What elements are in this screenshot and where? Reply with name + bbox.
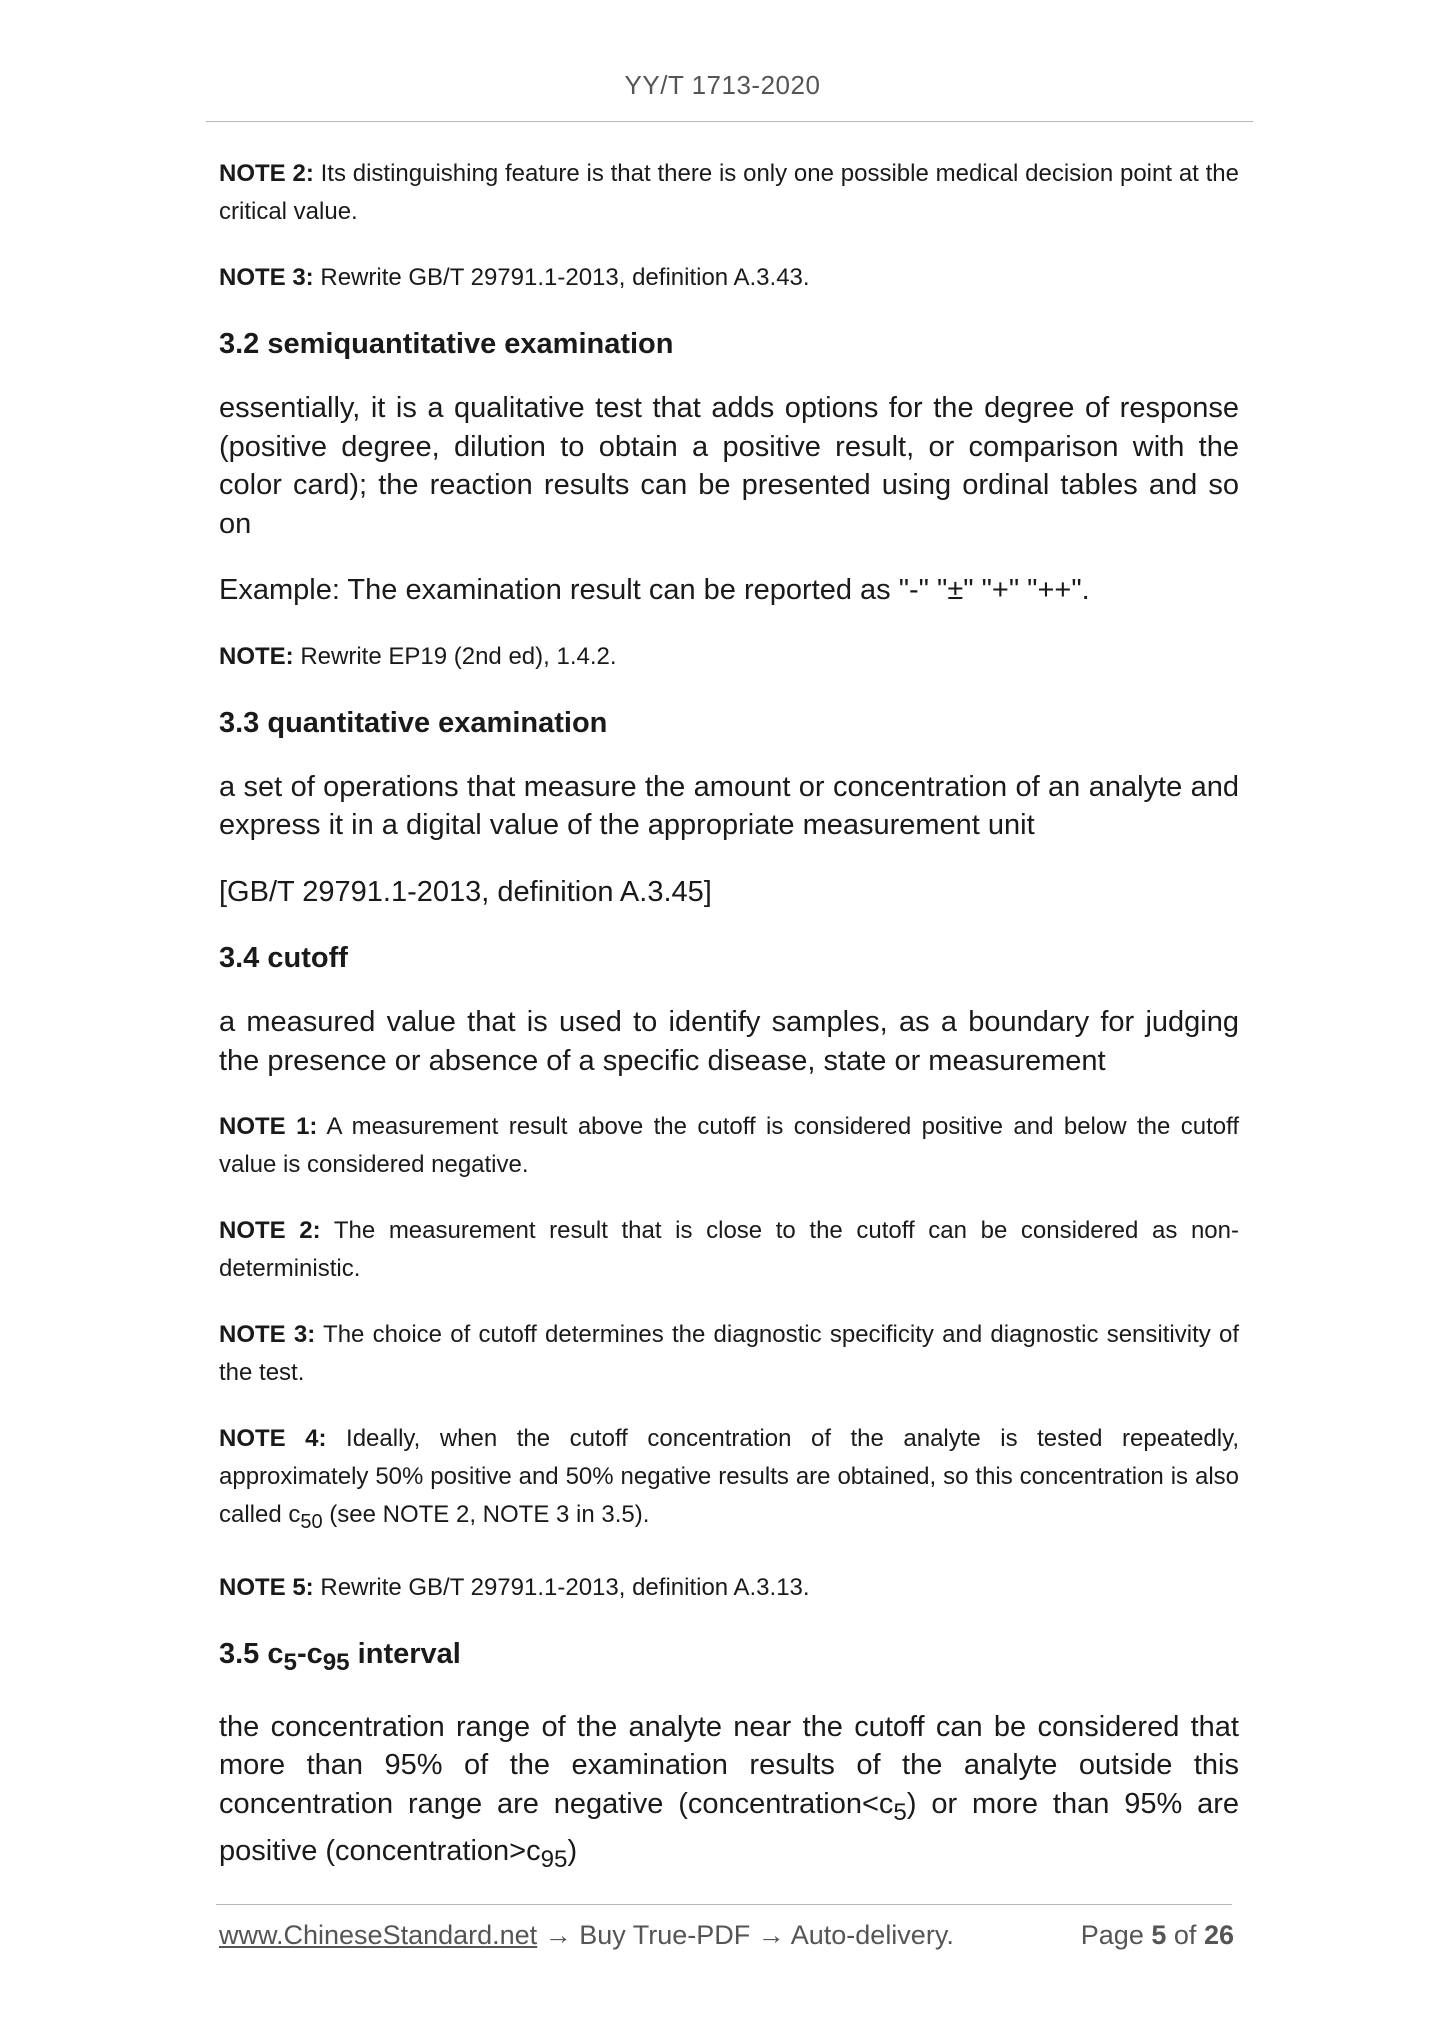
footer-divider [216,1904,1232,1905]
subscript: 50 [300,1510,323,1533]
term-heading-3-3: 3.3 quantitative examination [219,706,608,739]
of-label: of [1173,1920,1197,1950]
note-label: NOTE 2: [219,160,314,187]
note-label: NOTE 4: [219,1425,327,1452]
term-heading-3-2: 3.2 semiquantitative examination [219,328,674,360]
note-label: NOTE: [219,642,294,670]
subscript: 95 [322,1648,350,1676]
note-label: NOTE 3: [219,1321,316,1348]
page-header: YY/T 1713-2020 [624,70,821,100]
note-label: NOTE 2: [219,1217,321,1244]
footer-promo [219,1920,954,1951]
def-part: the concentration range of the analyte near the cutoff can be considered that more than 95% of the examination results of the analyte outside this concentration range are negative (concentration<c [219,1710,1239,1820]
note-block [219,259,1239,297]
source-reference: [GB/T 29791.1-2013, definition A.3.45] [219,875,712,908]
definition-text: a measured value that is used to identify samples, as a boundary for judging the presence or absence of a specific disease, state or measurement [219,1006,1239,1077]
note-block [219,638,1239,676]
subscript: 5 [893,1798,907,1826]
subscript: 95 [540,1845,568,1873]
page-counter [1081,1920,1234,1951]
site-link[interactable]: www.ChineseStandard.net [219,1920,538,1950]
def-part: ) or more than 95% are positive (concentration>c [219,1787,1239,1867]
page-number: 5 [1151,1920,1167,1950]
note-block [219,1569,1239,1607]
term-heading-3-5 [219,1635,1239,1682]
example-text: Example: The examination result can be reported as "-" "±" "+" "++". [219,574,1090,606]
note-text: (see NOTE 2, NOTE 3 in 3.5). [322,1501,650,1528]
header-divider [206,121,1253,122]
note-text: Rewrite GB/T 29791.1-2013, definition A.3.13. [313,1573,810,1601]
note-text: The measurement result that is close to the cutoff can be considered as non-deterministic. [219,1217,1239,1282]
note-label: NOTE 3: [219,264,314,291]
note-text: Rewrite GB/T 29791.1-2013, definition A.3.43. [313,264,810,291]
note-label: NOTE 5: [219,1573,314,1601]
note-block [219,155,1239,231]
page-total: 26 [1203,1920,1234,1950]
term-part: interval [349,1637,461,1670]
note-text: A measurement result above the cutoff is considered positive and below the cutoff value is considered negative. [219,1113,1239,1178]
term-part: -c [296,1637,323,1670]
subscript: 5 [283,1648,297,1676]
definition-text: a set of operations that measure the amount or concentration of an analyte and express it in a digital value of the appropriate measurement unit [219,770,1239,841]
note-text: Ideally, when the cutoff concentration of the analyte is tested repeatedly, approximately 50% positive and 50% negative results are obtained, so this concentration is also called c [219,1425,1239,1528]
note-block [219,1108,1239,1184]
page-label: Page [1080,1920,1144,1950]
note-block [219,1212,1239,1288]
def-part: ) [567,1834,578,1867]
term-heading-3-4: 3.4 cutoff [219,942,348,974]
note-block [219,1420,1239,1541]
note-text: Its distinguishing feature is that there is only one possible medical decision point at the critical value. [219,160,1239,225]
term-part: 3.5 c [219,1637,284,1670]
definition-text [219,1708,1239,1880]
promo-text: → Buy True-PDF → Auto-delivery. [537,1920,954,1950]
definition-text: essentially, it is a qualitative test that adds options for the degree of response (positive degree, dilution to obtain a positive result, or comparison with the color card); the reaction results can be presented using ordinal tables and so on [219,392,1239,540]
note-text: The choice of cutoff determines the diagnostic specificity and diagnostic sensitivity of the test. [219,1321,1239,1386]
note-label: NOTE 1: [219,1113,318,1140]
page-content [219,155,1239,1907]
note-text: Rewrite EP19 (2nd ed), 1.4.2. [293,642,617,670]
note-block [219,1316,1239,1392]
